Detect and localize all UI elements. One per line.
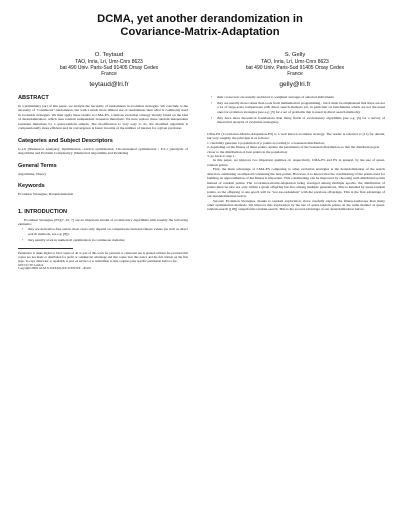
list-item: • they are derivative-free and in most cases only depend on comparisons between fitness values (as well as direct search methods, see e.g. [8]);	[28, 227, 188, 236]
keywords-heading: Keywords	[18, 183, 45, 190]
author-country: France	[101, 71, 117, 77]
general-terms-text: Algorithms, Theory	[18, 171, 47, 176]
paper-title-line-2: Covariance-Matrix-Adaptation	[120, 26, 280, 38]
introduction-text: Evolution Strategies (ES)[7, 22, 7] are an important stream of evolutionary algorithms with notably the following elements:	[18, 217, 188, 226]
copyright-line: Copyright 200X ACM X-XXXXX-XX-X/XX/XX ...$5.00.	[18, 266, 92, 271]
author-name: S. Gelly	[284, 52, 306, 58]
list-item: • they have more theoretical foundations than many fields of evolutionary algorithms (see e.g. [5] for a survey of theoretical analysis of evolution strategies).	[217, 116, 385, 125]
left-column	[18, 95, 188, 271]
list-item: 1. randomly generate a population of p points according to a Gaussian distribution;	[207, 140, 325, 145]
algorithm-steps	[207, 141, 385, 159]
abstract-heading: ABSTRACT	[18, 95, 49, 101]
introduction-heading: 1. INTRODUCTION	[18, 208, 68, 215]
author-address: bat 490 Univ. Paris-Sud 91405 Orsay Cedex	[59, 65, 159, 71]
author-country: France	[287, 71, 303, 77]
author-block-1	[24, 52, 194, 90]
list-item: 2. depending on the fitness of these points, update the parameters of the Gaussian distribution so that the distribution gets closer to the distribution of best points in the population;	[207, 145, 380, 154]
categories-text: G.1.6 [Numerical Analysis]: Optimization—Global optimization, Unconstrained optimization ; F.2.1 [Analysis of Algorithms and Problem Complexity]: [Numerical Algorithms and Problems]	[18, 146, 188, 156]
feature-list	[18, 227, 188, 242]
conference-name: GECCO '07 London	[18, 262, 44, 267]
feature-list-continued	[207, 95, 385, 125]
body-paragraph: First, the main advantage of CMA-ES comparing to other evolution strategies is the derandomization of the search direction, estimating an ellipsoid containing the best points. However, it is known that the conditioning of the points used for building an approximation of the fitness is important. This conditioning can be improved by choosing well-distributed points instead of random points. The covariance-matrix-adaptation being averaged among multiple epochs, the distribution of points must be nice not only within a given offspring but also among multiple generations. This is handled by quasi-random points, as the offspring at one epoch will be "not-too-redundant" with the previous offsprings. This is the first advantage of our derandomization below.	[207, 167, 385, 199]
author-name: O. Teytaud	[94, 52, 124, 58]
footnote-divider	[18, 248, 73, 249]
keywords-text: Evolution Strategies, Derandomization	[18, 192, 74, 197]
list-item: • they are usually more robust than tools from mathematical programming - but it must be emphasized that there are not a lot of large-scale comparisons with direct search methods yet, in particular on benchmarks which are not the usual ones for evolution strategies (see e.g. [3] for a set of problems that is usual in direct search methods);	[217, 101, 385, 114]
body-paragraph: In this paper, we improve two important qualities of, respectively, CMA-ES and ES in general, by the use of quasi-random points.	[207, 158, 385, 167]
author-email[interactable]: gelly@lri.fr	[279, 81, 311, 88]
author-affiliation: TAO, Inria, Lri, Umr-Cnrs 8623	[75, 59, 143, 65]
author-address: bat 490 Univ. Paris-Sud 91405 Orsay Cedex	[245, 65, 345, 71]
general-terms-heading: General Terms	[18, 162, 57, 169]
author-affiliation: TAO, Inria, Lri, Umr-Cnrs 8623	[261, 59, 329, 65]
paper-title	[0, 13, 400, 39]
list-item: • their crossovers are usually restricted to weighted averages of selected individuals;	[217, 95, 385, 99]
cma-intro-text: CMA-ES (Covariance-Matrix-Adaptation-ES) is a well known evolution strategy. The reader is referred to [11] for details, but very roughly, the principle is as follows:	[207, 131, 385, 141]
abstract-text: In a preliminary part of this paper, we analyze the necessity of randomness in evolution strategies. We conclude to the necessity of "continuous"-randomness, but with a much more limited use of randomness than what is commonly used in evolution strategies. We then apply these results to CMA-ES, a famous evolution strategy already based on the idea of derandomization, which uses random independent Gaussian mutations. We here replace these random independent Gaussian mutations by a quasi-random sample. The modification is very easy to do, the modified algorithm is computationally more efficient and its convergence is faster in terms of the number of iterates for a given precision.	[18, 104, 188, 131]
categories-heading: Categories and Subject Descriptors	[18, 137, 113, 144]
author-email[interactable]: teytaud@lri.fr	[89, 81, 129, 88]
author-block-2	[205, 52, 385, 90]
list-item: 3. go back to step 1.	[207, 153, 236, 158]
body-paragraph: Second, Evolution Strategies, thanks to random exploration, more carefully explore the fitness-landscape than many other optimization methods. We improve this exploration by the use of quasi-random points, in the same manner as quasi-random-search ([18]) outperforms random-search. This is the second advantage of our derandomization below.	[207, 198, 385, 212]
list-item: • they usually work in numerical optimization in continuous domains;	[28, 238, 188, 242]
permission-notice: Permission to make digital or hard copies of all or part of this work for personal or classroom use is granted without fee provided that copies are not made or distributed for profit or commercial advantage and that copies bear this notice and the full citation on the first page. To copy otherwise, to republish, to post on servers or to redistribute to lists, requires prior specific permission and/or a fee.	[18, 251, 188, 263]
copyright-footnote	[18, 252, 188, 271]
right-column	[207, 95, 385, 212]
paper-title-line-1: DCMA, yet another derandomization in	[97, 13, 303, 25]
